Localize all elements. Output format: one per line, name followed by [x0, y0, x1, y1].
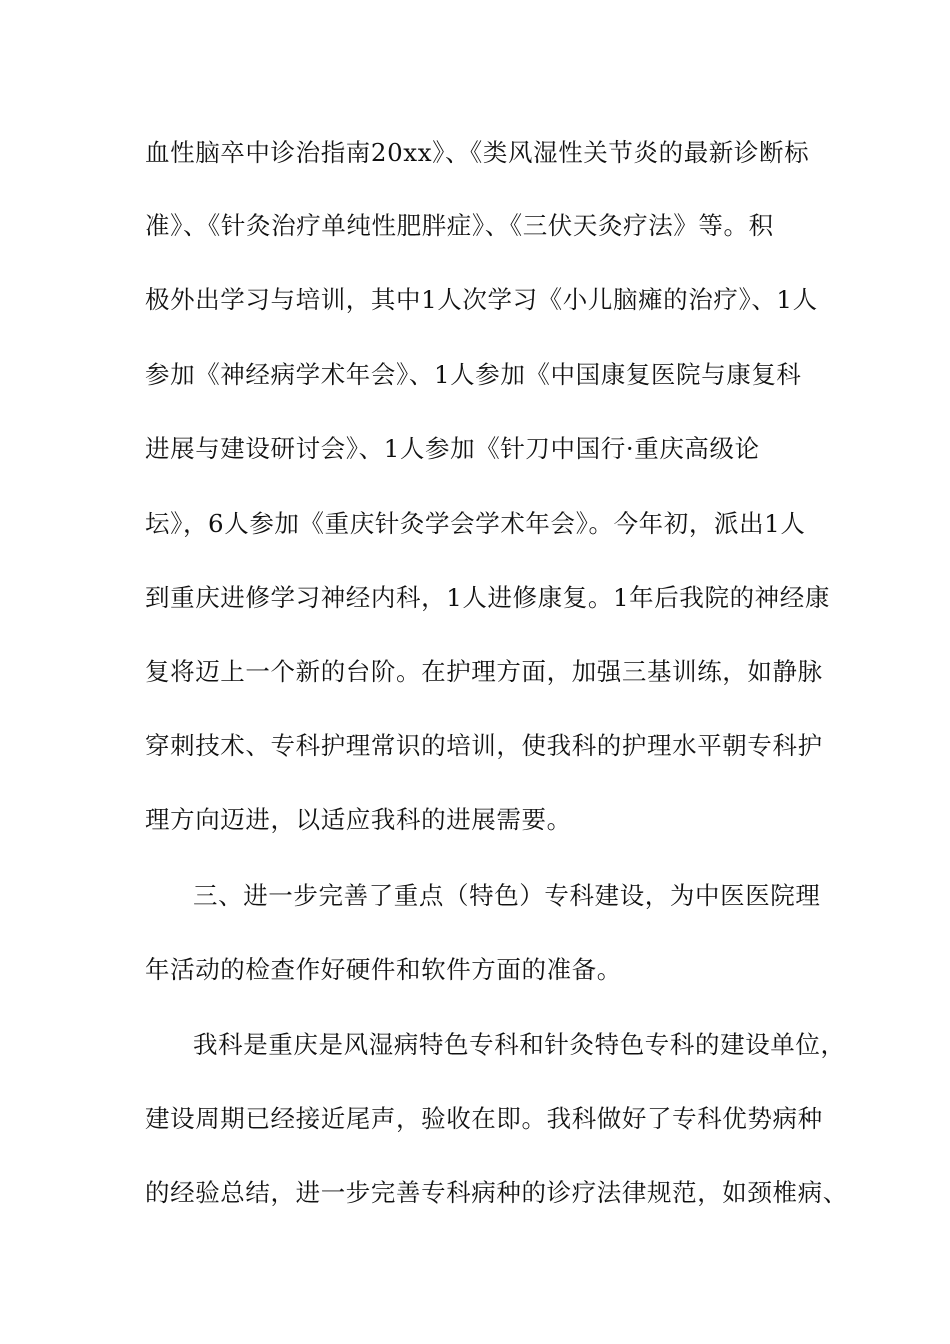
text-line-4: 参加《神经病学术年会》、1人参加《中国康复医院与康复科 [145, 360, 802, 389]
text-line-14: 建设周期已经接近尾声，验收在即。我科做好了专科优势病种 [145, 1104, 823, 1133]
text-line-9: 穿刺技术、专科护理常识的培训，使我科的护理水平朝专科护 [145, 731, 823, 760]
text-line-15: 的经验总结，进一步完善专科病种的诊疗法律规范，如颈椎病、 [145, 1178, 848, 1207]
text-line-3: 极外出学习与培训，其中1人次学习《小儿脑瘫的治疗》、1人 [145, 285, 818, 314]
text-line-8: 复将迈上一个新的台阶。在护理方面，加强三基训练，如静脉 [145, 657, 823, 686]
text-line-13: 我科是重庆是风湿病特色专科和针灸特色专科的建设单位， [193, 1030, 846, 1059]
text-line-10: 理方向迈进，以适应我科的进展需要。 [145, 805, 572, 834]
text-line-1: 血性脑卒中诊治指南20xx》、《类风湿性关节炎的最新诊断标 [145, 138, 810, 167]
text-line-5: 进展与建设研讨会》、1人参加《针刀中国行·重庆高级论 [145, 434, 760, 463]
text-line-2: 准》、《针灸治疗单纯性肥胖症》、《三伏天灸疗法》等。积 [145, 211, 774, 240]
text-line-12: 年活动的检查作好硬件和软件方面的准备。 [145, 955, 622, 984]
text-line-6: 坛》，6人参加《重庆针灸学会学术年会》。今年初，派出1人 [145, 509, 806, 538]
text-line-7: 到重庆进修学习神经内科，1人进修康复。1年后我院的神经康 [145, 583, 830, 612]
text-line-11: 三、进一步完善了重点（特色）专科建设，为中医医院理 [193, 881, 821, 910]
